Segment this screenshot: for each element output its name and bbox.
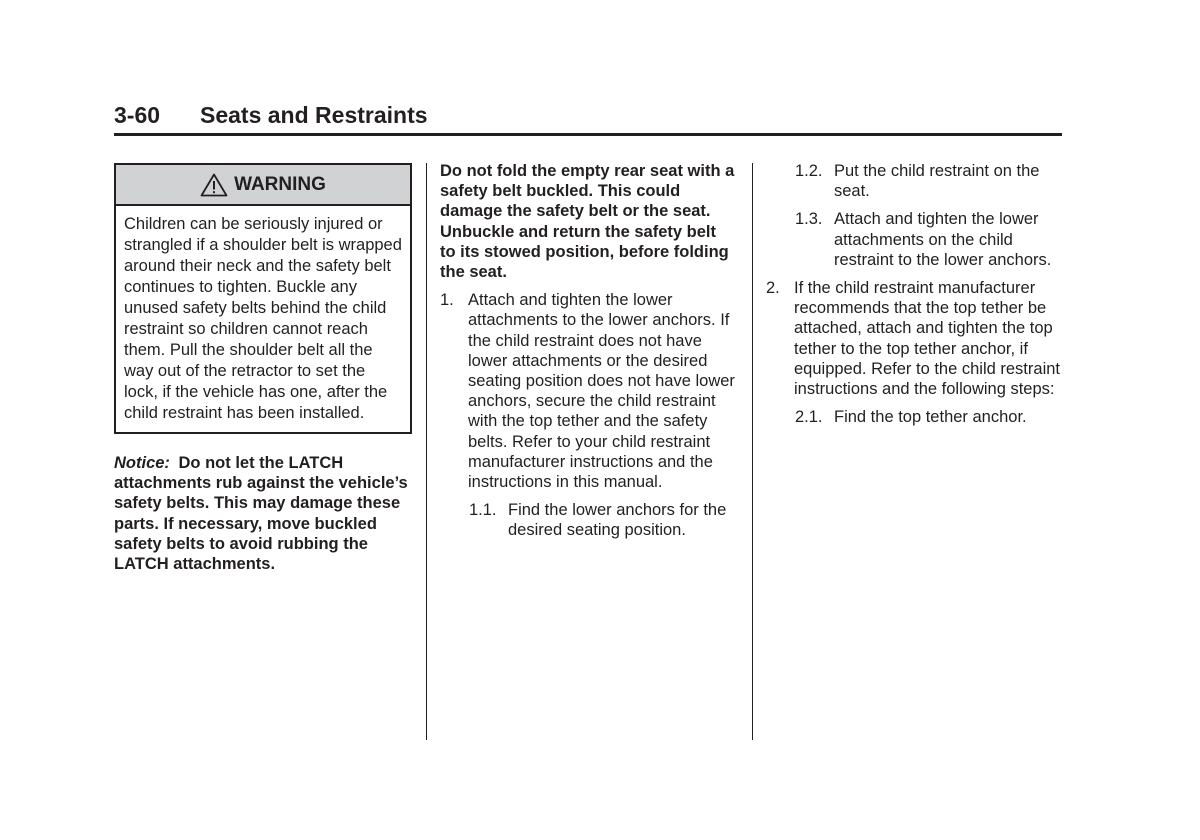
sub-list-item bbox=[766, 161, 1064, 201]
section-title: Seats and Restraints bbox=[200, 102, 428, 128]
column-2 bbox=[440, 161, 736, 541]
notice-paragraph bbox=[114, 453, 412, 574]
page-header bbox=[114, 100, 1062, 136]
item-text: Put the child restraint on the seat. bbox=[834, 162, 1040, 201]
item-text: Attach and tighten the lower attachments to the lower anchors. If the child restraint does not have lower attachments or the desired seating position does not have lower anchors, secure the child restraint with the top tether and the safety belts. Refer to your child restraint manufacturer instructions and the instructions in this manual. bbox=[468, 291, 735, 492]
item-text: Find the lower anchors for the desired seating position. bbox=[508, 501, 727, 540]
column-3 bbox=[766, 161, 1064, 427]
column-divider bbox=[752, 163, 753, 740]
sub-list-item bbox=[766, 209, 1064, 270]
list-item bbox=[766, 278, 1064, 399]
sub-list-item bbox=[440, 500, 736, 540]
warning-title: WARNING bbox=[234, 174, 326, 196]
sub-list-item bbox=[766, 407, 1064, 427]
item-number: 2. bbox=[766, 279, 780, 298]
item-number: 1.1. bbox=[469, 501, 497, 520]
item-text: If the child restraint manufacturer recommends that the top tether be attached, attach and tighten the top tether to the top tether anchor, if equipped. Refer to the child restraint instructions and the following steps: bbox=[794, 279, 1060, 399]
column-1 bbox=[114, 161, 412, 574]
warning-header bbox=[116, 165, 410, 206]
list-item bbox=[440, 290, 736, 492]
item-number: 1.3. bbox=[795, 210, 823, 229]
warning-triangle-icon bbox=[200, 173, 228, 197]
item-text: Find the top tether anchor. bbox=[834, 408, 1027, 427]
notice-text: Do not let the LATCH attachments rub against the vehicle’s safety belts. This may damage these parts. If necessary, move buckled safety belts to avoid rubbing the LATCH attachments. bbox=[114, 454, 408, 574]
item-number: 2.1. bbox=[795, 408, 823, 427]
warning-text: Children can be seriously injured or strangled if a shoulder belt is wrapped around their neck and the safety belt continues to tighten. Buckle any unused safety belts behind the child restraint so children cannot reach them. Pull the shoulder belt all the way out of the retractor to set the lock, if the vehicle has one, after the child restraint has been installed. bbox=[124, 215, 402, 422]
item-number: 1.2. bbox=[795, 162, 823, 180]
item-text: Attach and tighten the lower attachments on the child restraint to the lower anchors. bbox=[834, 210, 1052, 269]
notice-label: Notice: bbox=[114, 454, 170, 472]
column-divider bbox=[426, 163, 427, 740]
warning-box bbox=[114, 163, 412, 434]
item-number: 1. bbox=[440, 291, 454, 310]
caution-paragraph: Do not fold the empty rear seat with a safety belt buckled. This could damage the safety belt or the seat. Unbuckle and return the safety belt to its stowed position, before folding the seat. bbox=[440, 162, 735, 282]
page-number: 3-60 bbox=[114, 102, 161, 128]
